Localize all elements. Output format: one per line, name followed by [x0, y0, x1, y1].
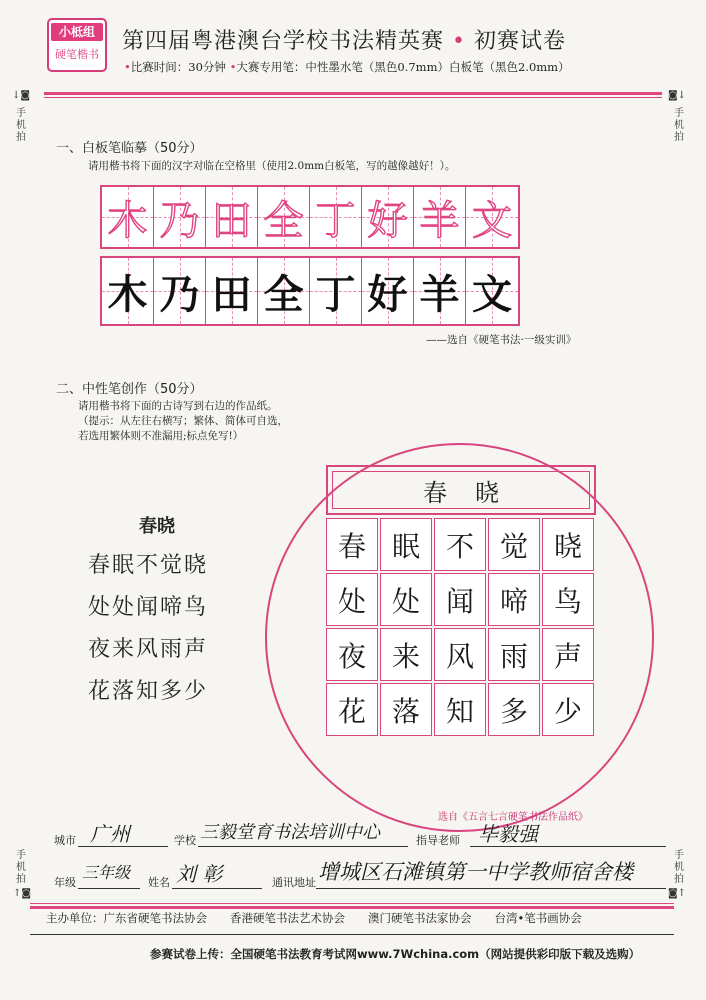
work-grid-cell[interactable]: 处	[380, 573, 432, 626]
model-char: 木	[107, 197, 148, 244]
poem-line: 夜来风雨声	[88, 637, 209, 662]
model-char: 乃	[159, 197, 200, 244]
upload-info[interactable]: 参赛试卷上传：全国硬笔书法教育考试网www.7Wchina.com（网站提供彩印版下载及选购）	[150, 947, 641, 961]
answer-char: 羊	[419, 271, 460, 318]
model-cell	[414, 187, 466, 247]
section1-instruction: 请用楷书将下面的汉字对临在空格里（使用2.0mm白板笔，写的越像越好！）。	[88, 160, 456, 172]
answer-cell[interactable]	[466, 258, 518, 324]
work-grid-cell[interactable]: 眠	[380, 518, 432, 571]
model-cell	[310, 187, 362, 247]
camera-download-icon: ◙↓	[667, 90, 687, 101]
photo-hint-left: 手 机 拍	[16, 108, 26, 143]
exam-info	[124, 59, 570, 75]
name-label: 姓名	[148, 876, 170, 889]
page-title	[122, 24, 566, 55]
work-grid-cell[interactable]: 啼	[488, 573, 540, 626]
work-title-box	[326, 465, 596, 515]
answer-char: 木	[107, 271, 148, 318]
camera-upload-icon: ◙↑	[667, 888, 687, 899]
model-cell	[258, 187, 310, 247]
photo-hint-right: 手 机 拍	[674, 108, 684, 143]
school-underline	[198, 846, 408, 847]
bullet-icon: •	[124, 60, 131, 74]
answer-char: 乃	[159, 271, 200, 318]
section2-instruction-1: 请用楷书将下面的古诗写到右边的作品纸。	[78, 400, 278, 412]
model-cell	[102, 187, 154, 247]
section2-source: 选自《五言七言硬笔书法作品纸》	[438, 812, 588, 823]
footer-rule	[30, 934, 674, 935]
address-underline	[316, 888, 666, 889]
section2-heading: 二、中性笔创作（50分）	[56, 382, 203, 397]
exam-time: 比赛时间：30分钟	[130, 60, 226, 74]
poem-title: 春晓	[139, 516, 175, 537]
grade-field[interactable]: 三年级	[82, 863, 131, 882]
model-char: 好	[367, 197, 408, 244]
poem-line: 春眠不觉晓	[88, 553, 209, 578]
copy-answer-grid[interactable]	[100, 256, 520, 326]
city-label: 城市	[54, 834, 76, 847]
header-divider	[44, 92, 662, 95]
section1-heading: 一、白板笔临摹（50分）	[56, 141, 203, 156]
bullet-icon: •	[229, 60, 237, 74]
photo-hint-right-bottom: 手 机 拍	[674, 850, 684, 885]
name-underline	[172, 888, 262, 889]
school-label: 学校	[174, 834, 196, 847]
answer-char: 文	[472, 271, 512, 318]
answer-cell[interactable]	[258, 258, 310, 324]
answer-char: 田	[211, 271, 252, 318]
answer-cell[interactable]	[362, 258, 414, 324]
city-field[interactable]: 广州	[90, 822, 130, 846]
work-grid-cell[interactable]: 雨	[488, 628, 540, 681]
footer-divider-thin	[30, 903, 674, 904]
work-grid[interactable]	[326, 518, 594, 736]
poem-line: 花落知多少	[88, 679, 209, 704]
poem-line: 处处闻啼鸟	[88, 595, 209, 620]
work-grid-cell[interactable]: 鸟	[542, 573, 594, 626]
answer-cell[interactable]	[414, 258, 466, 324]
work-grid-cell[interactable]: 多	[488, 683, 540, 736]
teacher-label: 指导老师	[416, 834, 460, 847]
work-grid-cell[interactable]: 知	[434, 683, 486, 736]
address-field[interactable]: 增城区石滩镇第一中学教师宿舍楼	[318, 860, 633, 884]
photo-hint-left-bottom: 手 机 拍	[16, 850, 26, 885]
teacher-underline	[470, 846, 666, 847]
model-cell	[206, 187, 258, 247]
work-grid-cell[interactable]: 风	[434, 628, 486, 681]
work-title: 春晓	[423, 478, 527, 507]
camera-download-icon: ↓◙	[12, 90, 31, 101]
answer-char: 全	[263, 271, 304, 318]
name-field[interactable]: 刘 彰	[176, 862, 223, 886]
work-grid-cell[interactable]: 来	[380, 628, 432, 681]
section2-instruction-3: 若选用繁体则不准漏用;标点免写!）	[78, 430, 244, 442]
model-char: 羊	[419, 197, 460, 244]
work-grid-cell[interactable]: 处	[326, 573, 378, 626]
work-grid-cell[interactable]: 夜	[326, 628, 378, 681]
model-char: 文	[472, 197, 512, 244]
work-grid-cell[interactable]: 声	[542, 628, 594, 681]
model-cell	[466, 187, 518, 247]
header-divider-thin	[44, 97, 662, 98]
teacher-field[interactable]: 毕毅强	[478, 822, 538, 846]
address-label: 通讯地址	[272, 876, 316, 889]
work-grid-cell[interactable]: 不	[434, 518, 486, 571]
grade-label: 年级	[54, 876, 76, 889]
answer-char: 好	[367, 271, 408, 318]
copy-model-grid	[100, 185, 520, 249]
work-grid-cell[interactable]: 春	[326, 518, 378, 571]
footer-divider	[30, 906, 674, 909]
answer-char: 丁	[315, 271, 356, 318]
answer-cell[interactable]	[310, 258, 362, 324]
title-main: 第四届粤港澳台学校书法精英赛	[122, 29, 445, 54]
work-grid-cell[interactable]: 觉	[488, 518, 540, 571]
model-char: 丁	[315, 197, 356, 244]
title-separator: •	[452, 29, 466, 54]
answer-cell[interactable]	[206, 258, 258, 324]
answer-cell[interactable]	[154, 258, 206, 324]
badge-group-name: 小柢组	[51, 23, 103, 41]
work-grid-cell[interactable]: 晓	[542, 518, 594, 571]
section1-source: ——选自《硬笔书法·一级实训》	[426, 334, 577, 346]
model-cell	[362, 187, 414, 247]
model-char: 田	[211, 197, 252, 244]
section2-instruction-2: （提示：从左往右横写；繁体、简体可自选，	[78, 415, 288, 427]
model-cell	[154, 187, 206, 247]
grade-underline	[78, 888, 140, 889]
work-grid-cell[interactable]: 花	[326, 683, 378, 736]
organizers: 主办单位：广东省硬笔书法协会 香港硬笔书法艺术协会 澳门硬笔书法家协会 台湾•笔书画协会	[46, 911, 582, 925]
work-grid-cell[interactable]: 落	[380, 683, 432, 736]
school-field[interactable]: 三毅堂育书法培训中心	[200, 822, 380, 843]
camera-upload-icon: ↑◙	[12, 888, 32, 899]
badge-script-type: 硬笔楷书	[55, 48, 99, 61]
work-grid-cell[interactable]: 少	[542, 683, 594, 736]
answer-cell[interactable]	[102, 258, 154, 324]
title-suffix: 初赛试卷	[474, 29, 567, 54]
group-badge	[47, 18, 107, 72]
city-underline	[78, 846, 168, 847]
model-char: 全	[263, 197, 304, 244]
work-grid-cell[interactable]: 闻	[434, 573, 486, 626]
exam-pen: 大赛专用笔：中性墨水笔（黑色0.7mm）白板笔（黑色2.0mm）	[236, 60, 570, 74]
